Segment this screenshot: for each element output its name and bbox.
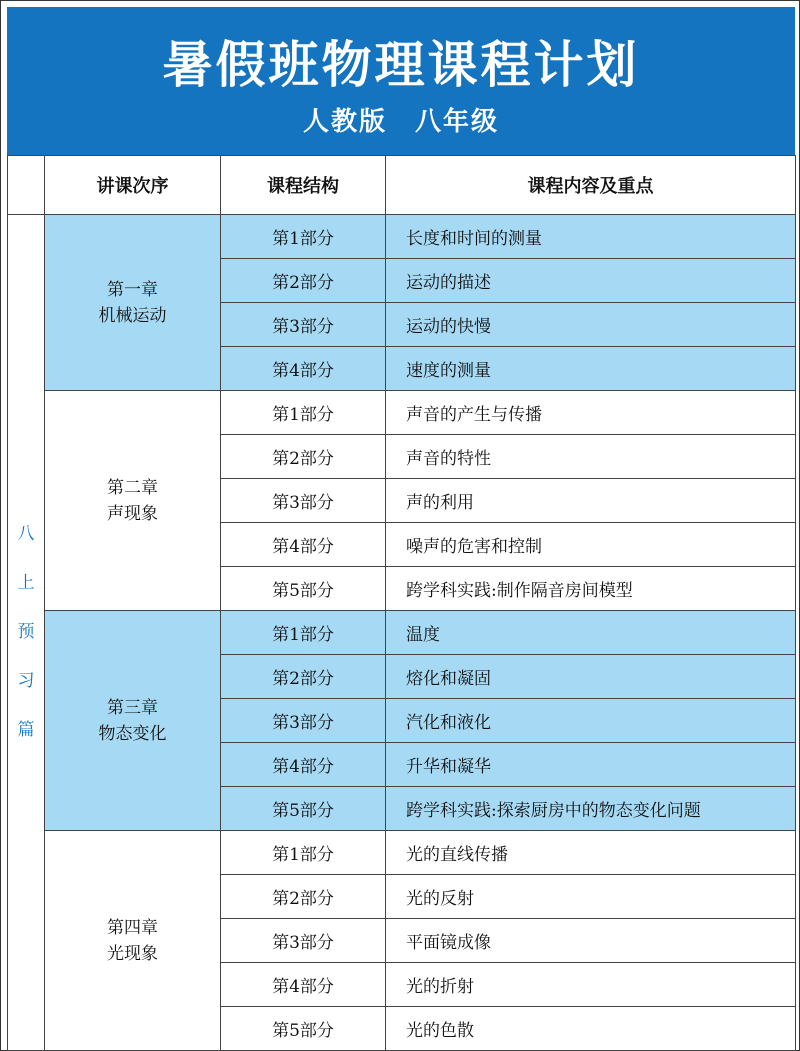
header-order: 讲课次序 — [45, 156, 221, 215]
table-row — [8, 831, 796, 875]
content-cell: 光的折射 — [386, 963, 796, 1007]
chapter-number: 第三章 — [107, 697, 158, 718]
chapter-title: 光现象 — [107, 943, 158, 964]
part-cell: 第2部分 — [221, 259, 386, 303]
chapter-cell — [45, 831, 221, 1051]
part-cell: 第1部分 — [221, 831, 386, 875]
part-cell: 第2部分 — [221, 875, 386, 919]
part-cell: 第2部分 — [221, 655, 386, 699]
table-row — [8, 215, 796, 259]
content-cell: 运动的快慢 — [386, 303, 796, 347]
course-table — [7, 155, 796, 1051]
content-cell: 运动的描述 — [386, 259, 796, 303]
part-cell: 第2部分 — [221, 435, 386, 479]
chapter-cell — [45, 391, 221, 611]
chapter-cell — [45, 215, 221, 391]
part-cell: 第1部分 — [221, 215, 386, 259]
header-structure: 课程结构 — [221, 156, 386, 215]
part-cell: 第4部分 — [221, 963, 386, 1007]
side-label-char: 篇 — [17, 720, 35, 740]
part-cell: 第1部分 — [221, 611, 386, 655]
header-blank-cell — [8, 156, 45, 215]
part-cell: 第4部分 — [221, 347, 386, 391]
part-cell: 第5部分 — [221, 567, 386, 611]
content-cell: 升华和凝华 — [386, 743, 796, 787]
content-cell: 光的色散 — [386, 1007, 796, 1051]
part-cell: 第4部分 — [221, 523, 386, 567]
chapter-number: 第四章 — [107, 917, 158, 938]
title-banner — [7, 7, 795, 156]
chapter-number: 第二章 — [107, 477, 158, 498]
chapter-title: 声现象 — [107, 503, 158, 524]
table-row — [8, 611, 796, 655]
content-cell: 温度 — [386, 611, 796, 655]
content-cell: 平面镜成像 — [386, 919, 796, 963]
content-cell: 熔化和凝固 — [386, 655, 796, 699]
part-cell: 第5部分 — [221, 1007, 386, 1051]
side-label-char: 习 — [17, 671, 35, 691]
content-cell: 噪声的危害和控制 — [386, 523, 796, 567]
content-cell: 声的利用 — [386, 479, 796, 523]
chapter-title: 物态变化 — [98, 723, 167, 744]
content-cell: 长度和时间的测量 — [386, 215, 796, 259]
part-cell: 第3部分 — [221, 303, 386, 347]
part-cell: 第4部分 — [221, 743, 386, 787]
content-cell: 汽化和液化 — [386, 699, 796, 743]
chapter-number: 第一章 — [107, 279, 158, 300]
part-cell: 第5部分 — [221, 787, 386, 831]
content-cell: 光的直线传播 — [386, 831, 796, 875]
page-subtitle: 人教版 八年级 — [302, 107, 499, 137]
side-label-char: 八 — [17, 524, 35, 544]
table-row — [8, 391, 796, 435]
part-cell: 第3部分 — [221, 479, 386, 523]
side-label-cell — [8, 215, 45, 1051]
content-cell: 速度的测量 — [386, 347, 796, 391]
chapter-title: 机械运动 — [98, 305, 167, 326]
course-table-body — [8, 215, 796, 1051]
chapter-cell — [45, 611, 221, 831]
content-cell: 光的反射 — [386, 875, 796, 919]
side-label-char: 上 — [17, 573, 35, 593]
page-title: 暑假班物理课程计划 — [162, 35, 640, 94]
side-label-char: 预 — [17, 622, 35, 642]
header-content: 课程内容及重点 — [386, 156, 796, 215]
header-row — [8, 156, 796, 215]
content-cell: 跨学科实践:探索厨房中的物态变化问题 — [386, 787, 796, 831]
content-cell: 声音的产生与传播 — [386, 391, 796, 435]
content-cell: 声音的特性 — [386, 435, 796, 479]
part-cell: 第3部分 — [221, 919, 386, 963]
part-cell: 第3部分 — [221, 699, 386, 743]
part-cell: 第1部分 — [221, 391, 386, 435]
content-cell: 跨学科实践:制作隔音房间模型 — [386, 567, 796, 611]
